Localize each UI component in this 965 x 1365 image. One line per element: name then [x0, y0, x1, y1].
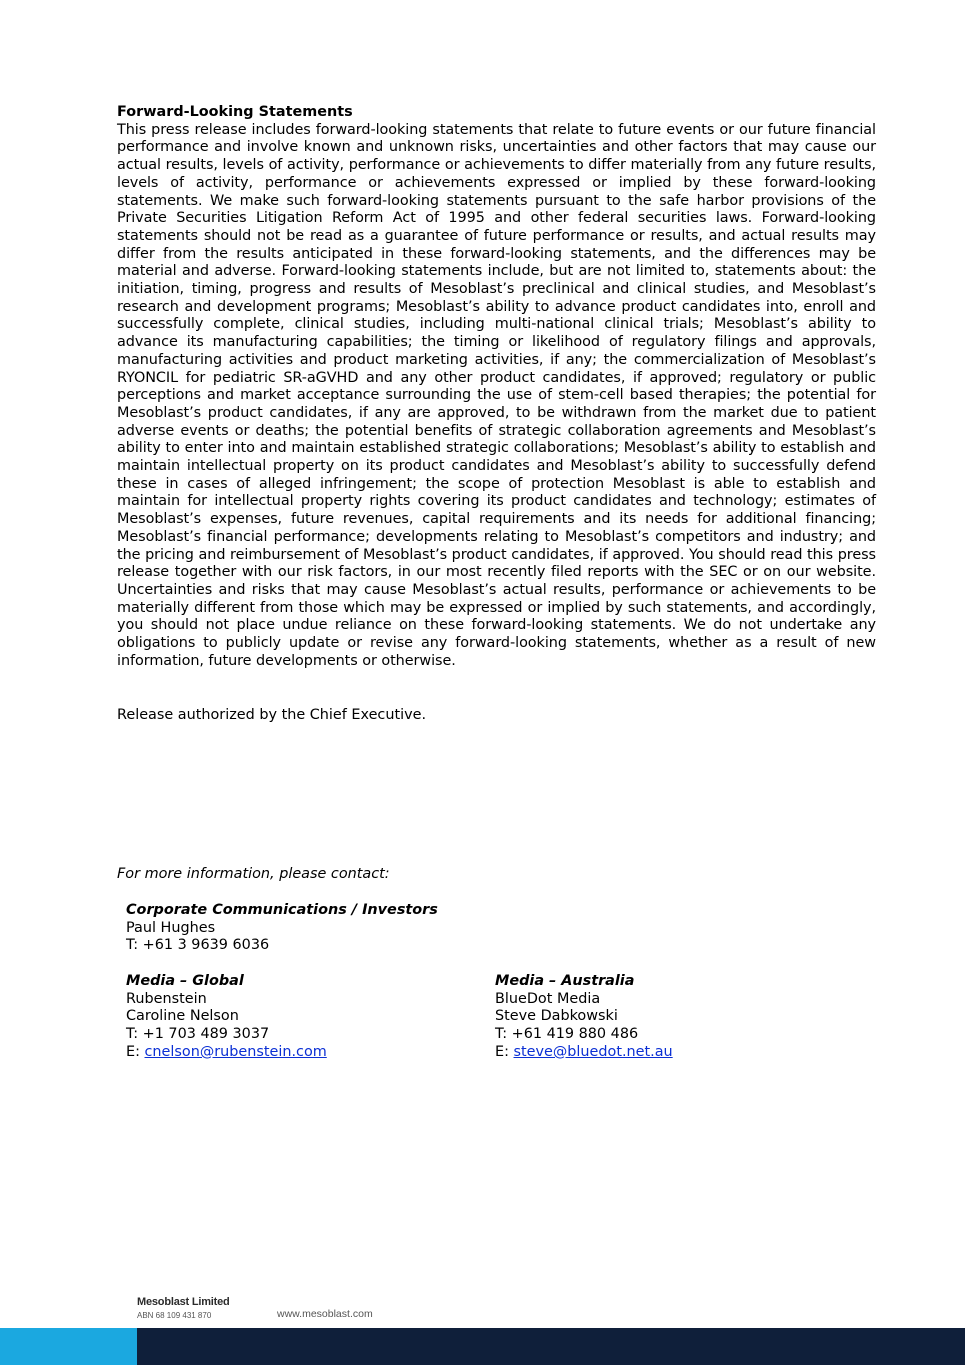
contact-media-australia [495, 973, 673, 1062]
contact-org: Rubenstein [126, 990, 207, 1007]
contact-phone: T: +61 419 880 486 [495, 1026, 639, 1043]
contact-org: BlueDot Media [495, 990, 601, 1007]
email-prefix: E: [495, 1043, 514, 1060]
footer-abn: ABN 68 109 431 870 [137, 1311, 212, 1320]
footer-website: www.mesoblast.com [277, 1308, 373, 1320]
contact-title: Media – Australia [495, 973, 635, 989]
contact-name: Steve Dabkowski [495, 1008, 618, 1025]
footer-company-name: Mesoblast Limited [137, 1296, 230, 1308]
contact-email-line [126, 1044, 327, 1062]
release-authorization: Release authorized by the Chief Executive. [117, 707, 427, 723]
forward-looking-paragraph: This press release includes forward-looking statements that relate to future events or our future financial performance and involve known and unknown risks, uncertainties and other factors that may cause our actual results, levels of activity, performance or achievements to differ materially from any future results, levels of activity, performance or achievements expressed or implied by these forward-looking statements. We make such forward-looking statements pursuant to the safe harbor provisions of the Private Securities Litigation Reform Act of 1995 and other federal securities laws. Forward-looking statements should not be read as a guarantee of future performance or results, and actual results may differ from the results anticipated in these forward-looking statements, and the differences may be material and adverse. Forward-looking statements include, but are not limited to, statements about: the initiation, timing, progress and results of Mesoblast’s preclinical and clinical studies, and Mesoblast’s research and development programs; Mesoblast’s ability to advance product candidates into, enroll and successfully complete, clinical studies, including multi-national clinical trials; Mesoblast’s ability to advance its manufacturing capabilities; the timing or likelihood of regulatory filings and approvals, manufacturing activities and product marketing activities, if any; the commercialization of Mesoblast’s RYONCIL for pediatric SR-aGVHD and any other product candidates, if approved; regulatory or public perceptions and market acceptance surrounding the use of stem-cell based therapies; the potential for Mesoblast’s product candidates, if any are approved, to be withdrawn from the market due to patient adverse events or deaths; the potential benefits of strategic collaboration agreements and Mesoblast’s ability to enter into and maintain established strategic collaborations; Mesoblast’s ability to establish and maintain intellectual property on its product candidates and Mesoblast’s ability to successfully defend these in cases of alleged infringement; the scope of protection Mesoblast is able to establish and maintain for intellectual property rights covering its product candidates and technology; estimates of Mesoblast’s expenses, future revenues, capital requirements and its needs for additional financing; Mesoblast’s financial performance; developments relating to Mesoblast’s competitors and industry; and the pricing and reimbursement of Mesoblast’s product candidates, if approved. You should read this press release together with our risk factors, in our most recently filed reports with the SEC or on our website. Uncertainties and risks that may cause Mesoblast’s actual results, performance or achievements to be materially different from those which may be expressed or implied by such statements, and accordingly, you should not place undue reliance on these forward-looking statements. We do not undertake any obligations to publicly update or revise any forward-looking statements, whether as a result of new information, future developments or otherwise. [117, 121, 876, 669]
contact-title: Corporate Communications / Investors [126, 902, 438, 918]
contact-phone: T: +1 703 489 3037 [126, 1026, 270, 1043]
contact-email-line [495, 1044, 673, 1062]
contact-name: Paul Hughes [126, 919, 216, 936]
email-link[interactable]: steve@bluedot.net.au [513, 1043, 673, 1060]
contact-corporate [126, 902, 438, 955]
footer-band-cyan [0, 1328, 137, 1365]
section-heading: Forward-Looking Statements [117, 104, 353, 120]
footer-band-navy [137, 1328, 965, 1365]
contact-title: Media – Global [126, 973, 244, 989]
contact-intro: For more information, please contact: [117, 866, 390, 882]
forward-looking-section [117, 104, 876, 671]
email-prefix: E: [126, 1043, 145, 1060]
contact-name: Caroline Nelson [126, 1008, 239, 1025]
contact-phone: T: +61 3 9639 6036 [126, 937, 270, 954]
email-link[interactable]: cnelson@rubenstein.com [144, 1043, 327, 1060]
contact-media-global [126, 973, 327, 1062]
